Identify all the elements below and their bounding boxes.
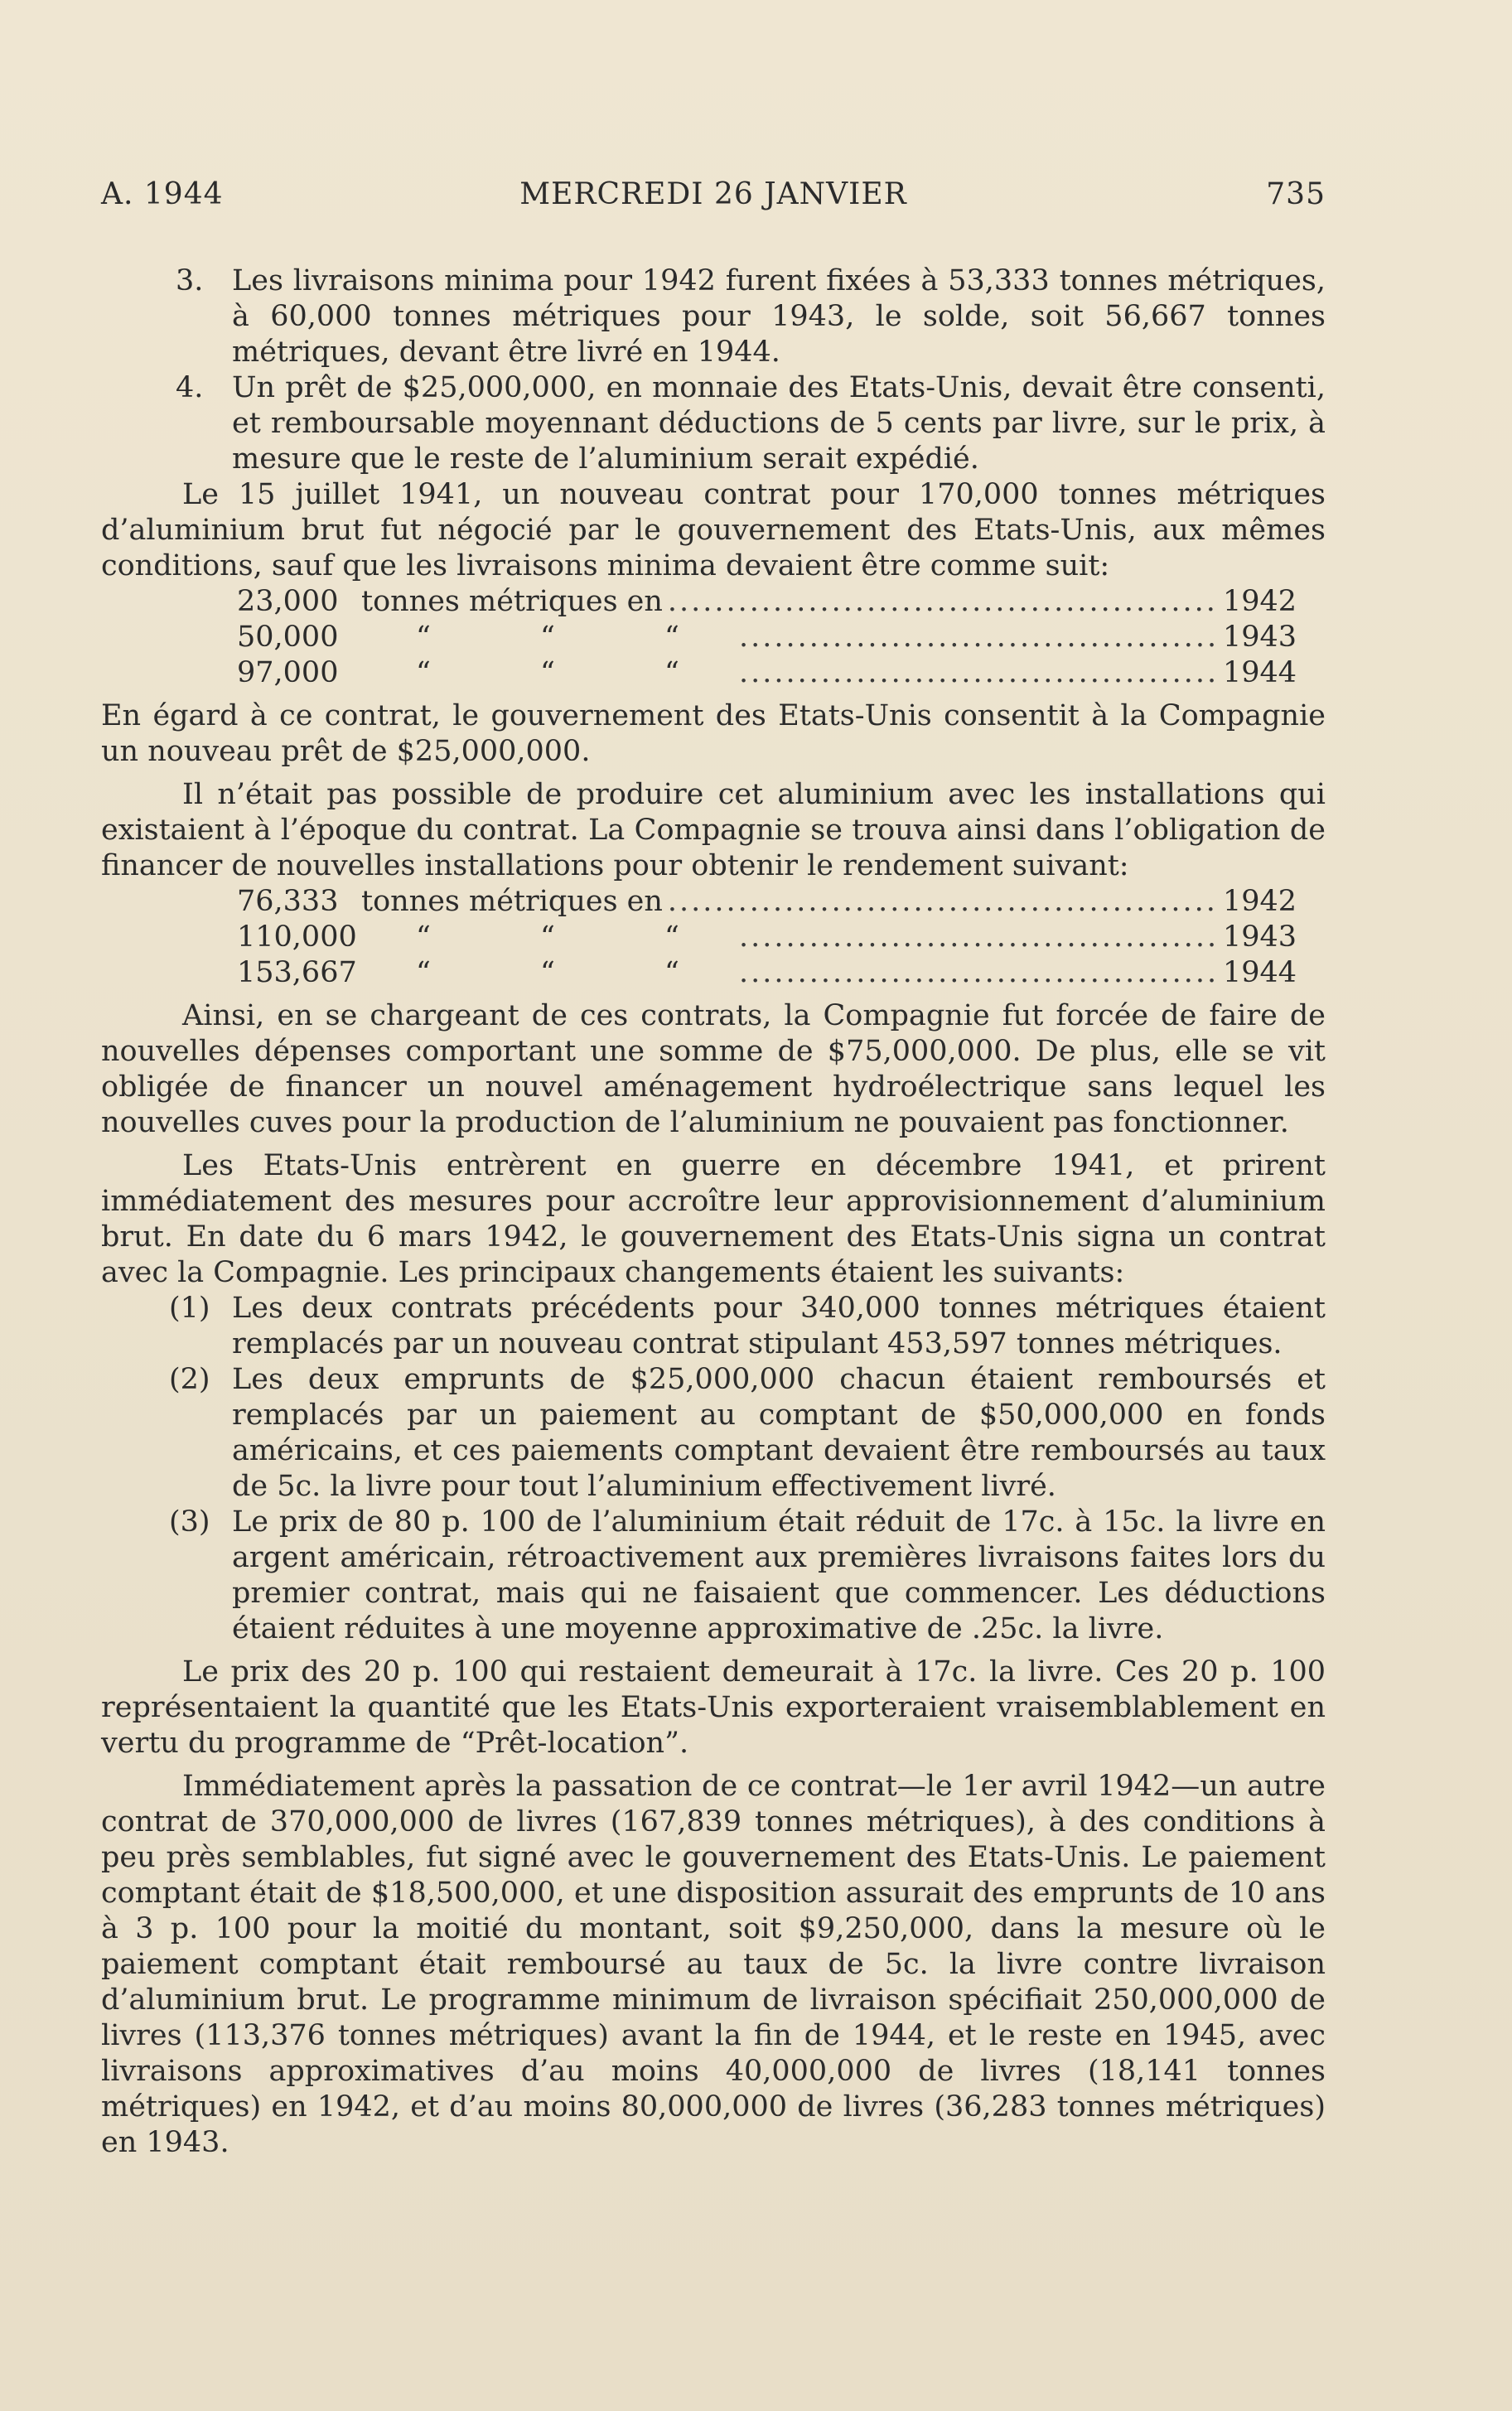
table-row	[237, 655, 1297, 691]
ditto-mark: “	[416, 656, 431, 689]
dot-leader	[739, 655, 1218, 691]
change-item	[101, 1291, 1326, 1362]
ditto-mark: “	[540, 956, 555, 989]
item-number: (1)	[169, 1292, 210, 1325]
page-header	[101, 177, 1326, 219]
item-number: (3)	[169, 1505, 210, 1539]
paragraph-second-contract: Immédiatement après la passation de ce contrat—le 1er avril 1942—un autre contrat de 370,000,000 de livres (167,839 tonnes métriques), à des conditions à peu près semblables, fut signé avec le gouvernement des Etats-Unis. Le paiement comptant était de $18,500,000, et une disposition assurait des emprunts de 10 ans à 3 p. 100 pour la moitié du montant, soit $9,250,000, dans la mesure où le paiement comptant était remboursé au taux de 5c. la livre contre livraison d’aluminium brut. Le programme minimum de livraison spécifiait 250,000,000 de livres (113,376 tonnes métriques) avant la fin de 1944, et le reste en 1945, avec livraisons approximatives d’au moins 40,000,000 de livres (18,141 tonnes métriques) en 1942, et d’au moins 80,000,000 de livres (36,283 tonnes métriques) en 1943.	[101, 1770, 1326, 2159]
row-year: 1944	[1223, 956, 1297, 989]
row-quantity: 153,667	[237, 956, 357, 989]
ditto-mark: “	[664, 656, 679, 689]
table-row	[237, 620, 1297, 655]
ditto-mark: “	[664, 621, 679, 654]
ditto-mark: “	[540, 656, 555, 689]
ditto-mark: “	[664, 956, 679, 989]
item-text: Les deux emprunts de $25,000,000 chacun étaient remboursés et remplacés par un paiement au comptant de $50,000,000 en fonds américains, et ces paiements comptant devaient être remboursés au taux de 5c. la livre pour tout l’aluminium effectivement livré.	[232, 1363, 1326, 1503]
ditto-mark: “	[416, 920, 431, 954]
row-year: 1943	[1223, 920, 1297, 954]
numbered-item	[101, 263, 1326, 370]
change-item	[101, 1362, 1326, 1505]
row-unit: tonnes métriques en	[361, 885, 663, 918]
page-body	[101, 263, 1326, 2161]
delivery-table-output	[237, 884, 1297, 991]
paragraph-expenses: Ainsi, en se chargeant de ces contrats, la Compagnie fut forcée de faire de nouvelles dépenses comportant une somme de $75,000,000. De plus, elle se vit obligée de financer un nouvel aménagement hydroélectrique sans lequel les nouvelles cuves pour la production de l’aluminium ne pouvaient pas fonctionner.	[101, 999, 1326, 1139]
paragraph-price: Le prix des 20 p. 100 qui restaient demeurait à 17c. la livre. Ces 20 p. 100 représentaient la quantité que les Etats-Unis exporteraient vraisemblablement en vertu du programme de “Prêt-location”.	[101, 1655, 1326, 1760]
dot-leader	[739, 620, 1218, 655]
dot-leader	[739, 920, 1218, 955]
ditto-mark: “	[540, 920, 555, 954]
row-quantity: 110,000	[237, 920, 357, 954]
header-date: MERCREDI 26 JANVIER	[519, 177, 907, 211]
item-text: Les deux contrats précédents pour 340,000 tonnes métriques étaient remplacés par un nouveau contrat stipulant 453,597 tonnes métriques.	[232, 1292, 1326, 1360]
table-row	[237, 920, 1297, 955]
paragraph-war: Les Etats-Unis entrèrent en guerre en décembre 1941, et prirent immédiatement des mesures pour accroître leur approvisionnement d’aluminium brut. En date du 6 mars 1942, le gouvernement des Etats-Unis signa un contrat avec la Compagnie. Les principaux changements étaient les suivants:	[101, 1149, 1326, 1289]
page-number: 735	[1266, 177, 1326, 211]
delivery-table-minima	[237, 584, 1297, 691]
ditto-mark: “	[540, 621, 555, 654]
row-quantity: 23,000	[237, 585, 339, 618]
item-number: 4.	[176, 371, 204, 404]
numbered-item	[101, 370, 1326, 477]
header-session: A. 1944	[101, 177, 224, 211]
item-text: Le prix de 80 p. 100 de l’aluminium était réduit de 17c. à 15c. la livre en argent américain, rétroactivement aux premières livraisons faites lors du premier contrat, mais qui ne faisaient que commencer. Les déductions étaient réduites à une moyenne approximative de .25c. la livre.	[232, 1505, 1326, 1645]
table-row	[237, 584, 1297, 620]
row-year: 1944	[1223, 656, 1297, 689]
row-quantity: 50,000	[237, 621, 339, 654]
item-number: (2)	[169, 1363, 210, 1396]
table-row	[237, 955, 1297, 991]
row-year: 1943	[1223, 621, 1297, 654]
paragraph-loan: En égard à ce contrat, le gouvernement des Etats-Unis consentit à la Compagnie un nouveau prêt de $25,000,000.	[101, 699, 1326, 768]
item-text: Les livraisons minima pour 1942 furent fixées à 53,333 tonnes métriques, à 60,000 tonnes métriques pour 1943, le solde, soit 56,667 tonnes métriques, devant être livré en 1944.	[232, 264, 1326, 369]
table-row	[237, 884, 1297, 920]
paragraph-installations: Il n’était pas possible de produire cet aluminium avec les installations qui existaient à l’époque du contrat. La Compagnie se trouva ainsi dans l’obligation de financer de nouvelles installations pour obtenir le rendement suivant:	[101, 778, 1326, 882]
row-quantity: 97,000	[237, 656, 339, 689]
item-text: Un prêt de $25,000,000, en monnaie des Etats-Unis, devait être consenti, et remboursable moyennant déductions de 5 cents par livre, sur le prix, à mesure que le reste de l’aluminium serait expédié.	[232, 371, 1326, 476]
row-quantity: 76,333	[237, 885, 339, 918]
dot-leader	[668, 584, 1218, 620]
dot-leader	[739, 955, 1218, 991]
change-item	[101, 1505, 1326, 1647]
ditto-mark: “	[416, 621, 431, 654]
row-unit: tonnes métriques en	[361, 585, 663, 618]
ditto-mark: “	[664, 920, 679, 954]
paragraph-new-contract: Le 15 juillet 1941, un nouveau contrat pour 170,000 tonnes métriques d’aluminium brut fut négocié par le gouvernement des Etats-Unis, aux mêmes conditions, sauf que les livraisons minima devaient être comme suit:	[101, 478, 1326, 582]
item-number: 3.	[176, 264, 204, 297]
row-year: 1942	[1223, 885, 1297, 918]
ditto-mark: “	[416, 956, 431, 989]
dot-leader	[668, 884, 1218, 920]
row-year: 1942	[1223, 585, 1297, 618]
